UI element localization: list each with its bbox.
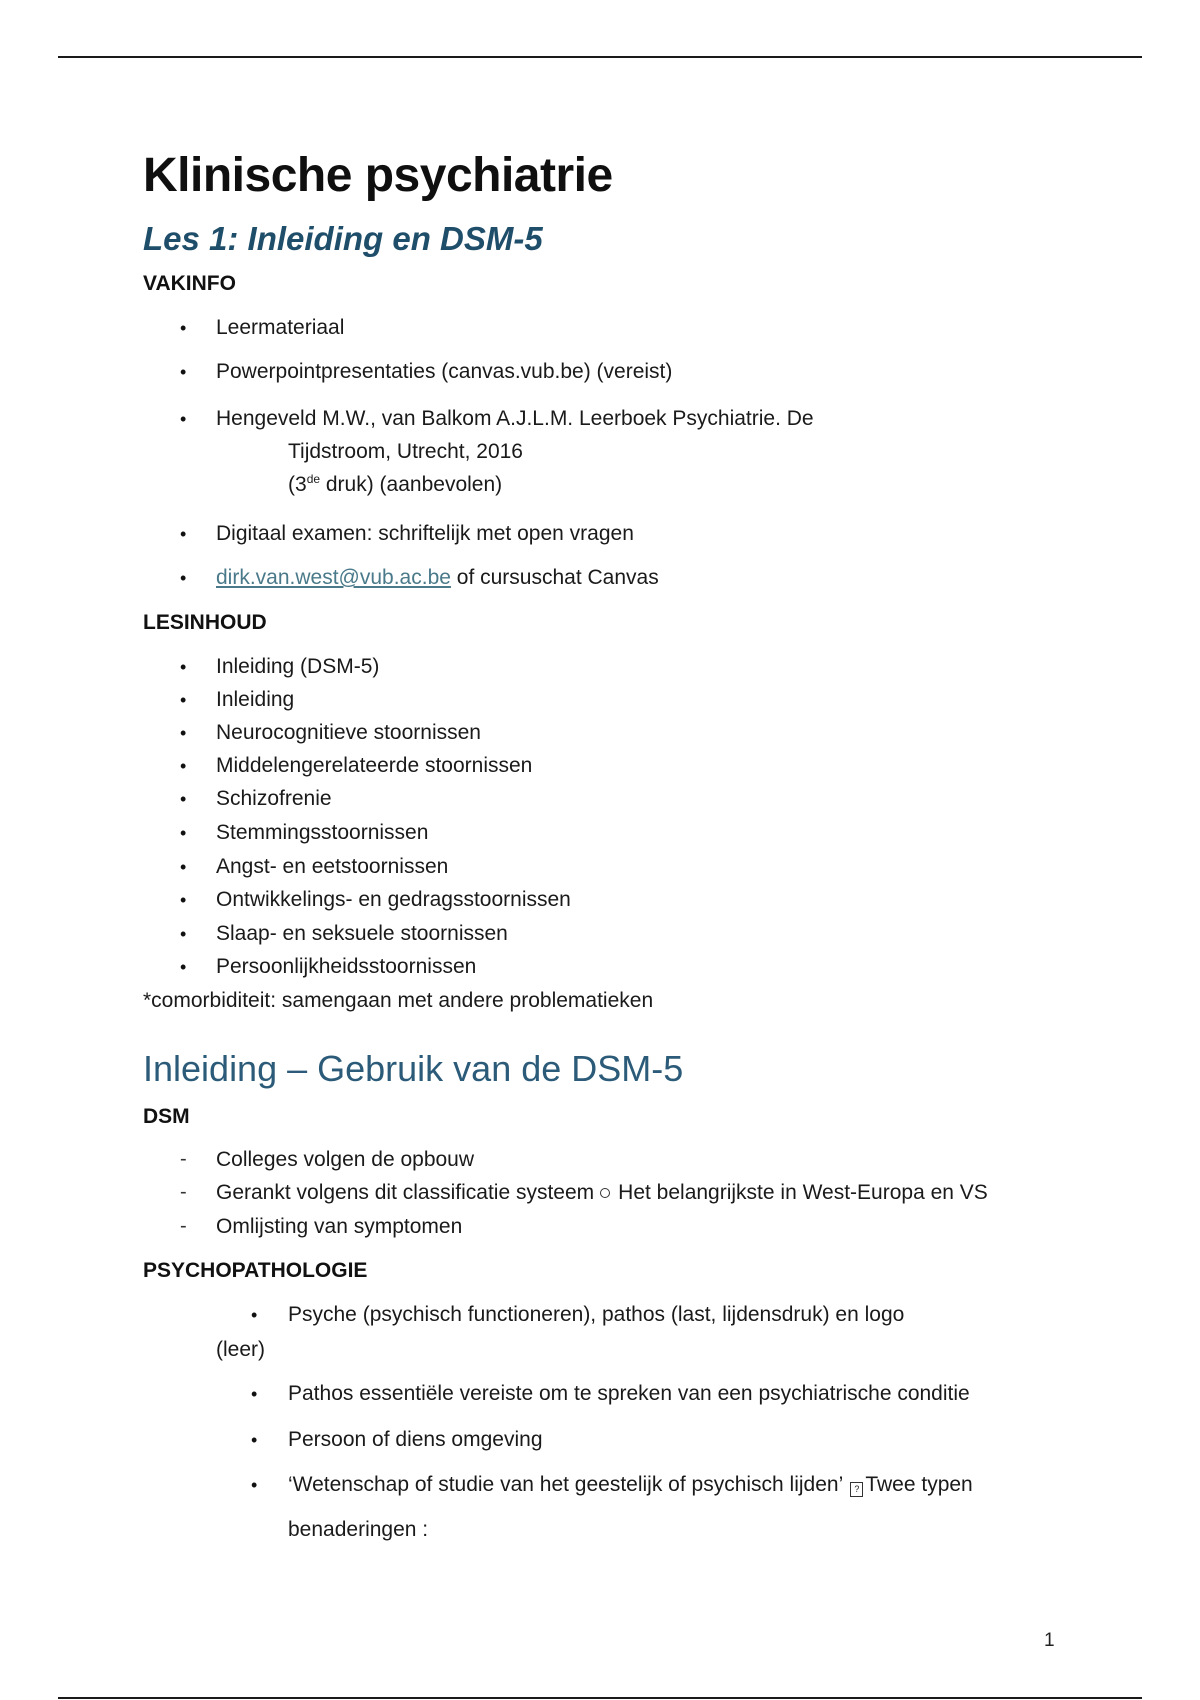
dsm-item-text: Gerankt volgens dit classificatie systeem <box>216 1181 595 1204</box>
bullet-icon: • <box>180 657 187 677</box>
list-item: Ontwikkelings- en gedragsstoornissen <box>216 888 571 911</box>
list-item: Colleges volgen de opbouw <box>216 1148 475 1171</box>
list-item: Leermateriaal <box>216 316 345 339</box>
bullet-icon: • <box>251 1305 258 1325</box>
bullet-icon: • <box>180 409 187 429</box>
list-item <box>216 1181 988 1205</box>
list-item: Omlijsting van symptomen <box>216 1215 463 1238</box>
document-title: Klinische psychiatrie <box>143 149 613 202</box>
edition-suffix: druk) (aanbevolen) <box>320 473 503 496</box>
bullet-icon: • <box>180 568 187 588</box>
section-title-inleiding: Inleiding – Gebruik van de DSM-5 <box>143 1048 684 1089</box>
dash-icon: - <box>180 1181 187 1203</box>
list-item: Hengeveld M.W., van Balkom A.J.L.M. Leerboek Psychiatrie. De <box>216 407 814 430</box>
email-link[interactable]: dirk.van.west@vub.ac.be <box>216 566 451 589</box>
list-item: Schizofrenie <box>216 787 332 810</box>
bullet-icon: • <box>180 957 187 977</box>
list-item: Powerpointpresentaties (canvas.vub.be) (vereist) <box>216 360 673 383</box>
list-item <box>288 1473 973 1497</box>
edition-superscript: de <box>306 472 321 486</box>
list-item: Angst- en eetstoornissen <box>216 855 449 878</box>
list-item: Persoonlijkheidsstoornissen <box>216 955 477 978</box>
list-item: Slaap- en seksuele stoornissen <box>216 922 508 945</box>
list-item: Middelengerelateerde stoornissen <box>216 754 533 777</box>
edition-prefix: (3 <box>288 473 307 496</box>
comorbidity-note: *comorbiditeit: samengaan met andere problematieken <box>143 989 654 1012</box>
section-heading-psychopathologie: PSYCHOPATHOLOGIE <box>143 1259 368 1282</box>
list-item: Persoon of diens omgeving <box>288 1428 543 1451</box>
list-item: Psyche (psychisch functioneren), pathos (last, lijdensdruk) en logo <box>288 1303 905 1326</box>
bullet-icon: • <box>180 524 187 544</box>
header-rule <box>58 56 1142 58</box>
section-heading-dsm: DSM <box>143 1105 190 1128</box>
definition-text: ‘Wetenschap of studie van het geestelijk of psychisch lijden’ <box>288 1473 843 1496</box>
section-heading-vakinfo: VAKINFO <box>143 272 236 295</box>
email-suffix: of cursuschat Canvas <box>450 566 659 589</box>
bullet-icon: • <box>180 924 187 944</box>
bullet-icon: • <box>180 723 187 743</box>
list-item-continuation: Tijdstroom, Utrecht, 2016 <box>288 440 523 463</box>
bullet-icon: • <box>180 362 187 382</box>
circle-bullet-icon <box>600 1188 610 1198</box>
bullet-icon: • <box>180 823 187 843</box>
lesson-subtitle: Les 1: Inleiding en DSM-5 <box>143 220 543 257</box>
list-item: Neurocognitieve stoornissen <box>216 721 481 744</box>
list-item: Pathos essentiële vereiste om te spreken van een psychiatrische conditie <box>288 1382 970 1405</box>
bullet-icon: • <box>251 1384 258 1404</box>
bullet-icon: • <box>251 1430 258 1450</box>
dash-icon: - <box>180 1148 187 1170</box>
list-item: Inleiding (DSM-5) <box>216 655 380 678</box>
list-item: Digitaal examen: schriftelijk met open vragen <box>216 522 634 545</box>
dsm-subitem-text: Het belangrijkste in West-Europa en VS <box>618 1181 988 1204</box>
page-number: 1 <box>1044 1630 1055 1651</box>
bullet-icon: • <box>180 857 187 877</box>
list-item-email <box>216 566 659 590</box>
bullet-icon: • <box>251 1475 258 1495</box>
list-item-continuation <box>288 472 502 497</box>
missing-glyph-icon: ? <box>850 1482 863 1497</box>
section-heading-lesinhoud: LESINHOUD <box>143 611 267 634</box>
definition-suffix: Twee typen <box>865 1473 973 1496</box>
list-item: Stemmingsstoornissen <box>216 821 429 844</box>
bullet-icon: • <box>180 756 187 776</box>
list-item-continuation: benaderingen : <box>288 1518 429 1541</box>
list-item-continuation: (leer) <box>216 1338 266 1361</box>
bullet-icon: • <box>180 690 187 710</box>
bullet-icon: • <box>180 890 187 910</box>
bullet-icon: • <box>180 318 187 338</box>
bullet-icon: • <box>180 789 187 809</box>
footer-rule <box>58 1697 1142 1699</box>
list-item: Inleiding <box>216 688 295 711</box>
dash-icon: - <box>180 1215 187 1237</box>
